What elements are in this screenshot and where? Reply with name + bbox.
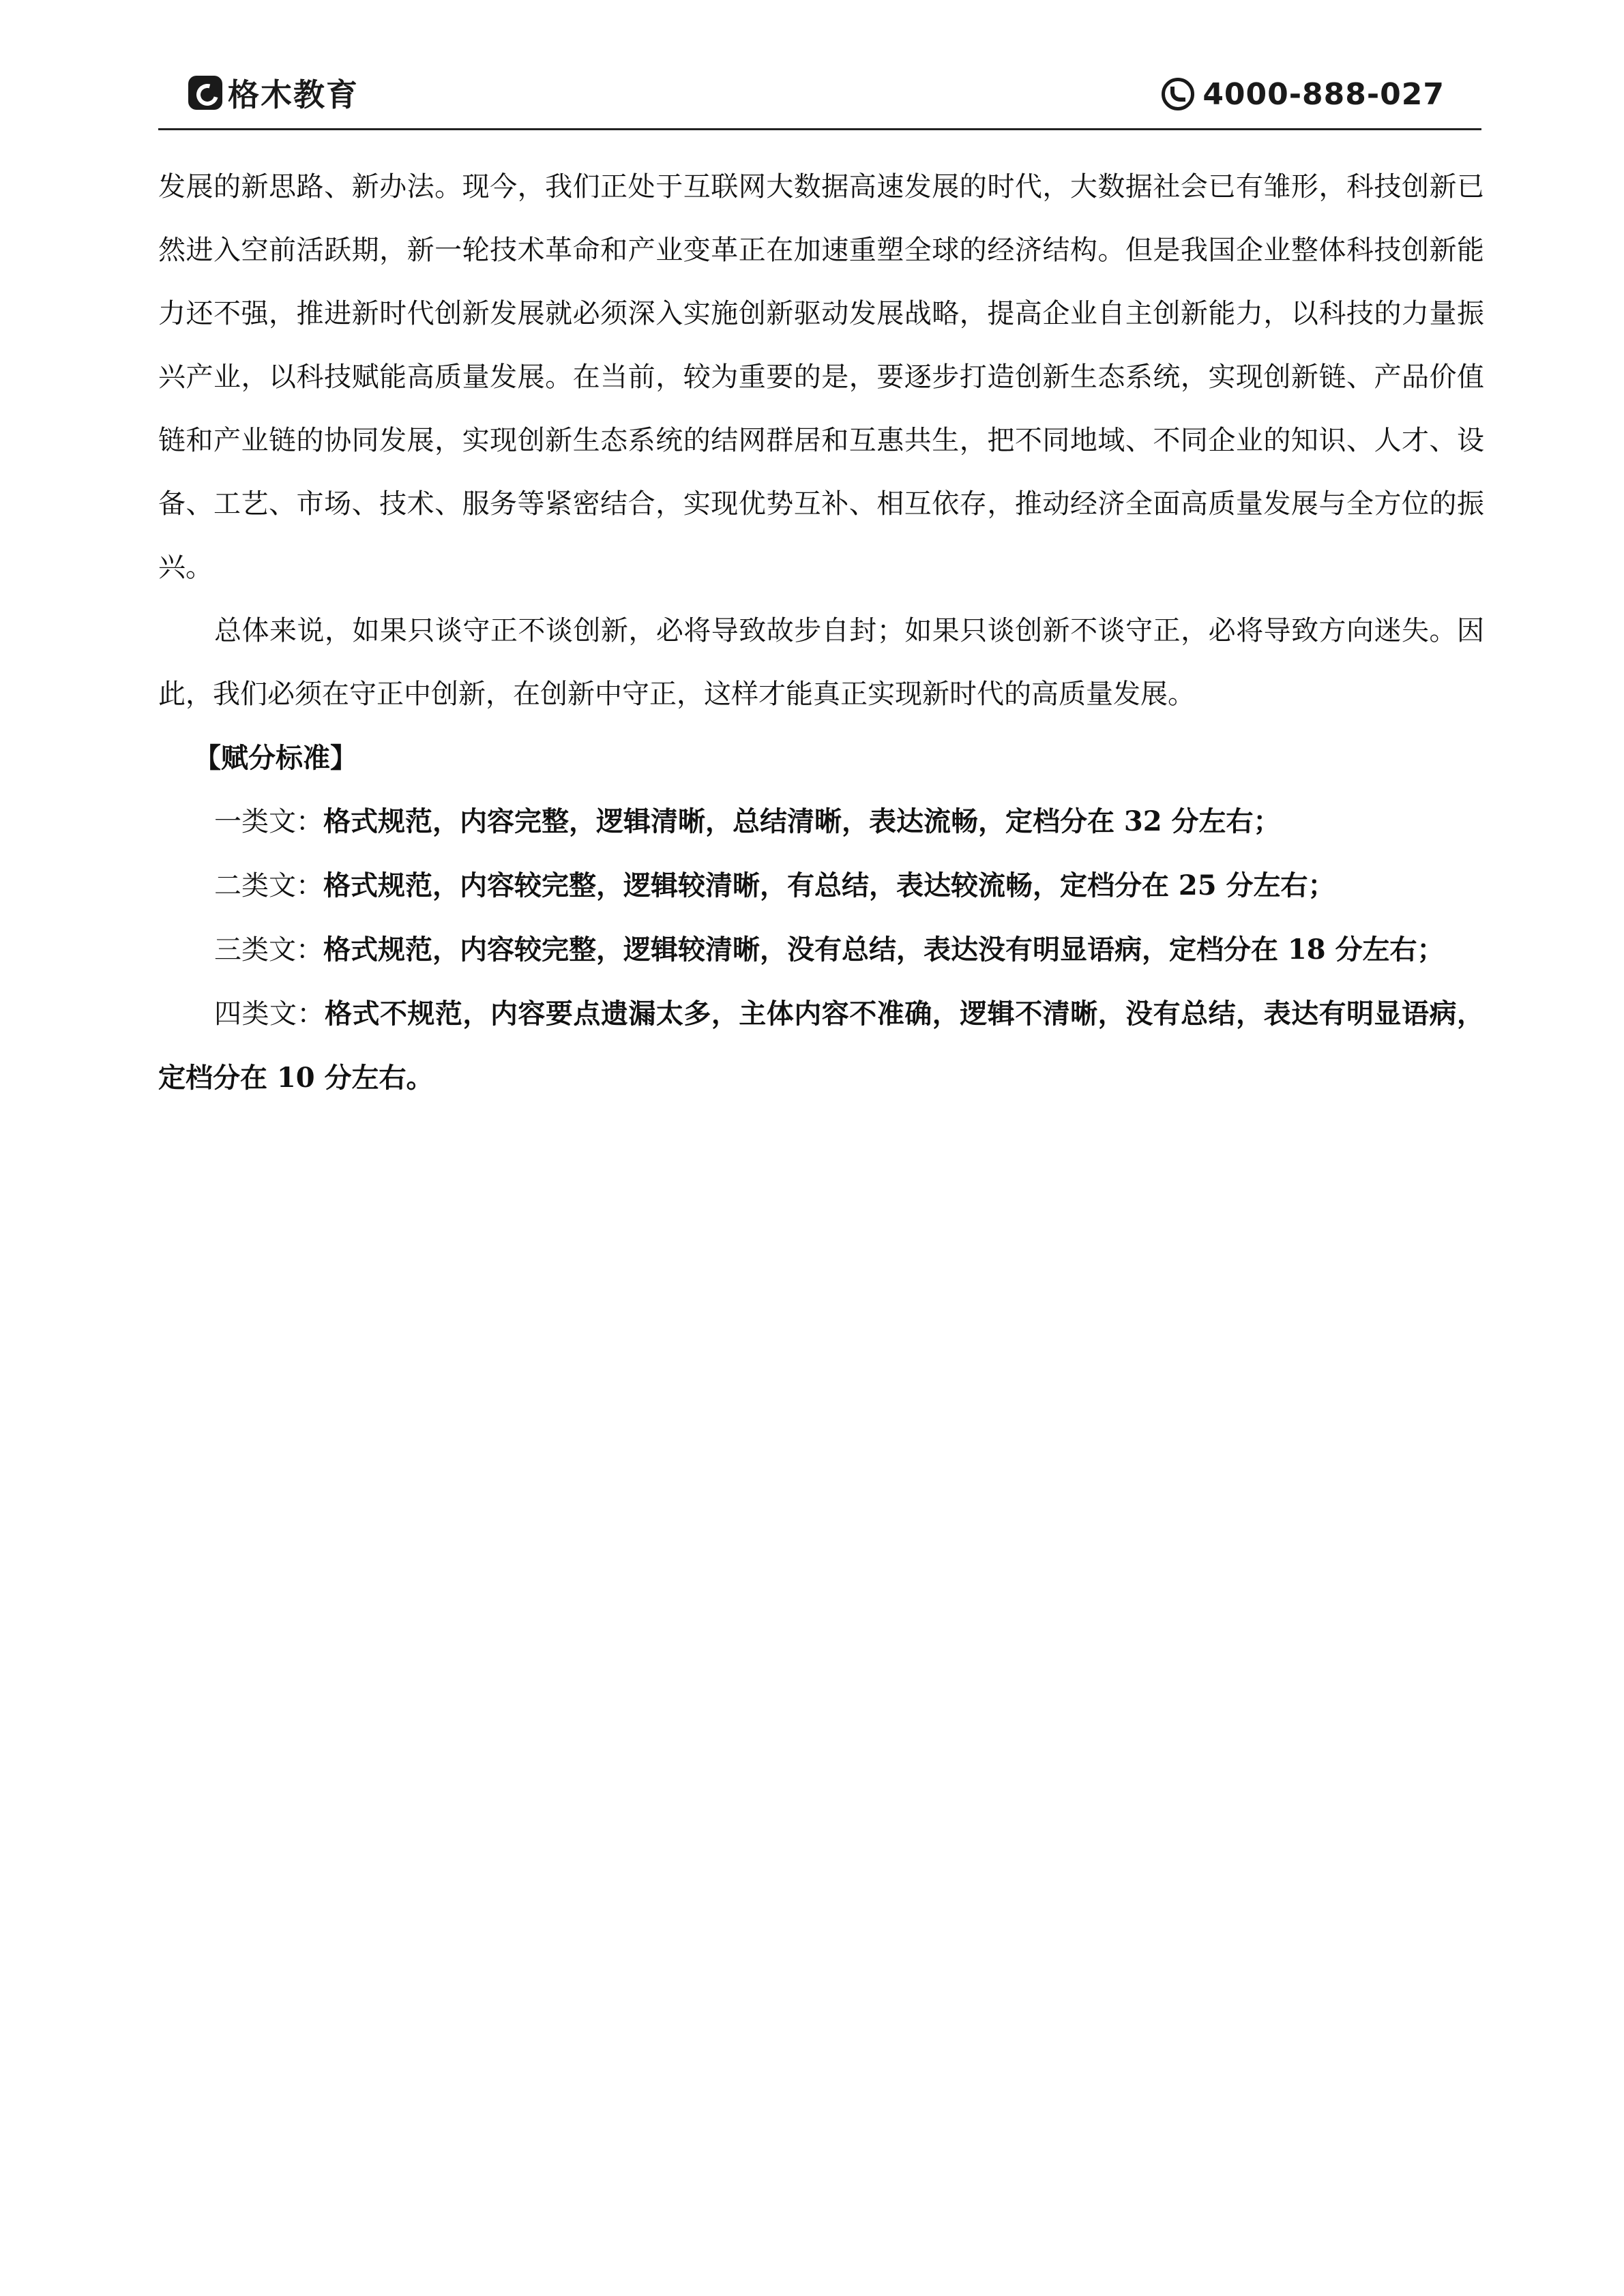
criteria-item [158, 854, 1484, 918]
phone-number: 4000-888-027 [1202, 76, 1445, 112]
brand-logo [188, 72, 359, 113]
criteria-label: 一类文： [214, 806, 323, 837]
phone-contact [1162, 74, 1445, 115]
criteria-text: 格式规范，内容较完整，逻辑较清晰，有总结，表达较流畅，定档分在 25 分左右； [323, 869, 1335, 901]
criteria-label: 三类文： [214, 934, 323, 966]
criteria-label: 二类文： [214, 870, 323, 901]
brand-logo-icon [188, 76, 222, 110]
document-body [158, 155, 1484, 1110]
phone-icon [1162, 78, 1194, 110]
body-paragraph: 发展的新思路、新办法。现今，我们正处于互联网大数据高速发展的时代，大数据社会已有雏形，科技创新已然进入空前活跃期，新一轮技术革命和产业变革正在加速重塑全球的经济结构。但是我国企业整体科技创新能力还不强，推进新时代创新发展就必须深入实施创新驱动发展战略，提高企业自主创新能力，以科技的力量振兴产业，以科技赋能高质量发展。在当前，较为重要的是，要逐步打造创新生态系统，实现创新链、产品价值链和产业链的协同发展，实现创新生态系统的结网群居和互惠共生，把不同地域、不同企业的知识、人才、设备、工艺、市场、技术、服务等紧密结合，实现优势互补、相互依存，推动经济全面高质量发展与全方位的振兴。 [158, 171, 1484, 583]
page-header [158, 68, 1481, 130]
criteria-label: 四类文： [214, 998, 325, 1030]
body-paragraph: 总体来说，如果只谈守正不谈创新，必将导致故步自封；如果只谈创新不谈守正，必将导致方向迷失。因此，我们必须在守正中创新，在创新中守正，这样才能真正实现新时代的高质量发展。 [158, 615, 1484, 710]
scoring-heading: 【赋分标准】 [194, 742, 357, 774]
criteria-item [158, 982, 1484, 1110]
criteria-text: 格式规范，内容较完整，逻辑较清晰，没有总结，表达没有明显语病，定档分在 18 分左右； [323, 934, 1445, 966]
criteria-item [158, 790, 1484, 854]
criteria-text: 格式规范，内容完整，逻辑清晰，总结清晰，表达流畅，定档分在 32 分左右； [323, 805, 1281, 837]
brand-name: 格木教育 [228, 76, 359, 113]
criteria-text: 格式不规范，内容要点遗漏太多，主体内容不准确，逻辑不清晰，没有总结，表达有明显语病，定档分在 10 分左右。 [158, 998, 1485, 1094]
criteria-item [158, 918, 1484, 982]
